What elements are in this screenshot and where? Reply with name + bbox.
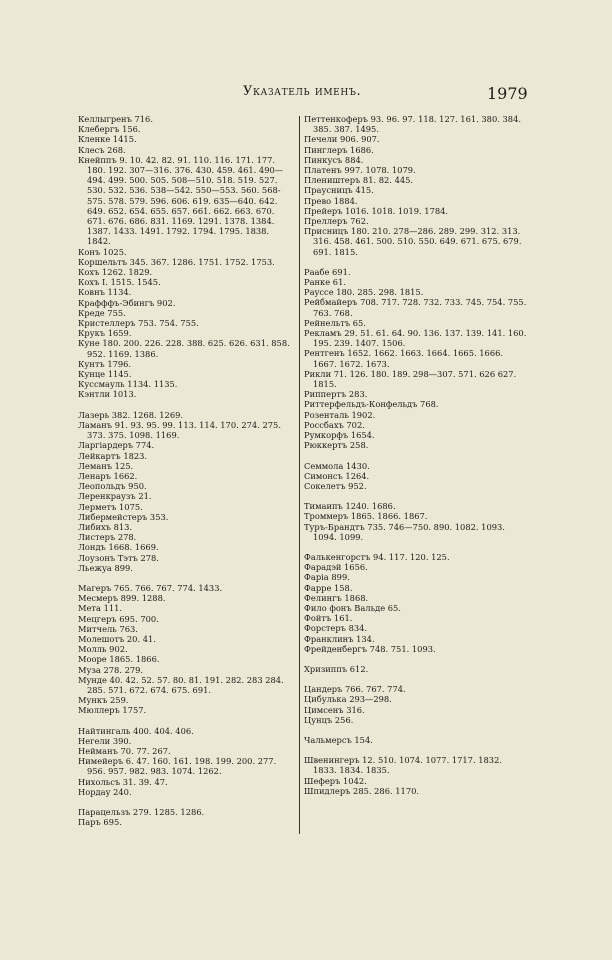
index-entry: Леопольдъ 950. [78,481,147,492]
index-entry: Кунце 1145. [78,369,132,380]
page-title: Указатель именъ. [243,84,362,99]
index-entry: Паръ 695. [78,817,122,828]
index-entry: Раабе 691. [304,266,351,277]
index-entry: Рентгенъ 1652. 1662. 1663. 1664. 1665. 1666. 1667. 1672. 1673. [304,348,504,369]
index-entry: Семмола 1430. [304,460,370,471]
index-entry: Фило фонъ Вальде 65. [304,602,401,613]
index-column-left [78,114,295,827]
index-entry: Цандеръ 766. 767. 774. [304,684,406,695]
index-entry: Мункъ 259. [78,695,129,706]
section-gap [78,573,295,583]
index-entry: Россбахъ 702. [304,419,365,430]
index-entry: Листеръ 278. [78,532,137,543]
index-entry: Сокелетъ 952. [304,480,367,491]
index-entry: Митчель 763. [78,623,138,634]
index-entry: Рейнельтъ 65. [304,317,366,328]
index-entry: Фаріа 899. [304,572,350,583]
index-entry: Леманъ 125. [78,460,134,471]
index-entry: Мунде 40. 42. 52. 57. 80. 81. 191. 282. 283 284. 285. 571. 672. 674. 675. 691. [78,674,284,695]
index-entry: Муза 278. 279. [78,664,144,675]
index-entry: Рикли 71. 126. 180. 189. 298—307. 571. 626 627. 1815. [304,368,517,390]
index-entry: Магеръ 765. 766. 767. 774. 1433. [78,582,223,593]
index-entry: Хризиппъ 612. [304,663,369,674]
index-entry: Платенъ 997. 1078. 1079. [304,165,416,176]
index-entry: Ларгіардеръ 774. [78,440,155,451]
index-entry: Фрейденбергъ 748. 751. 1093. [304,643,436,654]
index-entry: Лазерь 382. 1268. 1269. [78,409,184,420]
section-gap [304,491,528,501]
index-entry: Туръ-Брандтъ 735. 746—750. 890. 1082. 1093. 1094. 1099. [304,521,505,542]
index-entry: Розенталь 1902. [304,409,376,420]
section-gap [78,400,295,410]
index-entry: Нимейеръ 6. 47. 160. 161. 198. 199. 200. 277. 956. 957. 982. 983. 1074. 1262. [78,756,277,777]
index-entry: Мюллеръ 1757. [78,705,147,716]
index-entry: Кохъ 1262. 1829. [78,267,153,278]
index-entry: Негели 390. [78,735,132,746]
section-gap [304,257,528,267]
index-entry: Рейбмайеръ 708. 717. 728. 732. 733. 745. 754. 755. 763. 768. [304,297,527,318]
index-entry: Леренкраузъ 21. [78,491,152,502]
index-entry: Фелингъ 1868. [304,592,369,603]
index-entry: Прейеръ 1016. 1018. 1019. 1784. [304,205,449,216]
section-gap [78,797,295,807]
index-entry: Ламанъ 91. 93. 95. 99. 113. 114. 170. 274. 275. 373. 375. 1098. 1169. [78,419,281,441]
index-entry: Либермейстеръ 353. [78,511,169,522]
index-entry: Крафффъ-Эбингъ 902. [78,297,176,308]
index-entry: Мецгеръ 695. 700. [78,613,159,624]
index-entry: Швенингеръ 12. 510. 1074. 1077. 1717. 1832. 1833. 1834. 1835. [304,755,502,776]
index-entry: Фалькенгорстъ 94. 117. 120. 125. [304,551,450,562]
index-entry: Фойтъ 161. [304,613,353,624]
index-entry: Чальмерсъ 154. [304,734,373,745]
index-entry: Клесъ 268. [78,144,126,155]
index-entry: Келлыгренъ 716. [78,114,153,124]
index-entry: Петтенкоферъ 93. 96. 97. 118. 127. 161. 380. 384. 385. 387. 1495. [304,114,521,135]
index-entry: Румкорфъ 1654. [304,430,375,441]
index-entry: Кнейппъ 9. 10. 42. 82. 91. 110. 116. 171. 177. 180. 192. 307—316. 376. 430. 459. 461. 490—494. 499. 500. 505. 508—510. 518. 519. 527. 530. 532. 536. 538—542. 550—553. 560. 568-575. 578. 579. 596. 606. 619. 635—640. 642. 649. 652. 654. 655. 657. 661. 662. 663. 670. 671. 676. 686. 831. 1169. 1291. 1378. 1384. 1387. 1433. 1491. 1792. 1794. 1795. 1838. 1842. [78,154,284,247]
index-entry: Кохъ I. 1515. 1545. [78,277,161,288]
index-entry: Кунтъ 1796. [78,358,132,369]
index-entry: Рюккертъ 258. [304,440,369,451]
index-entry: Льежуа 899. [78,562,133,573]
index-column-right [304,114,528,796]
index-entry: Цибулька 293—298. [304,694,392,705]
index-entry: Тимаипъ 1240. 1686. [304,501,396,512]
index-entry: Симонсъ 1264. [304,470,370,481]
index-entry: Нейманъ 70. 77. 267. [78,745,171,756]
index-entry: Рекламъ 29. 51. 61. 64. 90. 136. 137. 139. 141. 160. 195. 239. 1407. 1506. [304,328,527,349]
index-entry: Крукъ 1659. [78,328,132,339]
index-entry: Найтингаль 400. 404. 406. [78,725,194,736]
index-entry: Рауссе 180. 285. 298. 1815. [304,287,424,298]
section-gap [304,542,528,552]
index-entry: Преллеръ 762. [304,216,369,227]
index-entry: Франклинъ 134. [304,633,375,644]
index-entry: Либихъ 813. [78,521,133,532]
index-entry: Прево 1884. [304,195,358,206]
index-entry: Лоузонъ Тэтъ 278. [78,552,159,563]
index-entry: Коршельтъ 345. 367. 1286. 1751. 1752. 1753. [78,256,275,267]
section-gap [304,725,528,735]
section-gap [304,674,528,684]
index-entry: Печели 906. 907. [304,134,380,145]
index-entry: Лейкартъ 1823. [78,450,148,461]
index-entry: Шеферъ 1042. [304,775,367,786]
index-entry: Присницъ 180. 210. 278—286. 289. 299. 312. 313. 316. 458. 461. 500. 510. 550. 649. 671. 675. 679. 691. 1815. [304,226,522,257]
section-gap [78,716,295,726]
index-entry: Ковнъ 1134. [78,287,132,298]
index-entry: Конъ 1025. [78,246,127,257]
index-entry: Нордау 240. [78,786,132,797]
index-entry: Форстеръ 834. [304,623,368,634]
index-entry: Пинглеръ 1686. [304,144,374,155]
index-entry: Лондъ 1668. 1669. [78,542,159,553]
index-entry: Парацельзъ 279. 1285. 1286. [78,807,205,817]
index-entry: Мооре 1865. 1866. [78,654,160,665]
index-entry: Куссмауль 1134. 1135. [78,379,178,390]
index-entry: Куне 180. 200. 226. 228. 388. 625. 626. 631. 858. 952. 1169. 1386. [78,338,290,359]
section-gap [304,451,528,461]
index-entry: Ранке 61. [304,277,346,288]
section-gap [304,745,528,755]
index-entry: Риппертъ 283. [304,389,368,400]
index-entry: Кэнтли 1013. [78,389,137,400]
index-entry: Ленаръ 1662. [78,470,138,481]
index-entry: Креде 755. [78,307,126,318]
index-entry: Риттерфельдъ-Конфельдъ 768. [304,399,439,410]
page-number: 1979 [487,84,528,103]
index-entry: Кристеллеръ 753. 754. 755. [78,318,199,329]
index-entry: Нихольсъ 31. 39. 47. [78,776,168,787]
index-entry: Месмеръ 899. 1288. [78,593,166,604]
index-entry: Цимсенъ 316. [304,704,365,715]
index-entry: Фарре 158. [304,582,353,593]
index-entry: Молль 902. [78,644,128,655]
column-divider [299,116,300,834]
index-entry: Праусницъ 415. [304,185,374,196]
index-entry: Фарадэй 1656. [304,562,368,573]
index-entry: Пинкусъ 884. [304,154,364,165]
index-entry: Троммеръ 1865. 1866. 1867. [304,511,428,522]
index-entry: Шпидлеръ 285. 286. 1170. [304,785,420,796]
index-entry: Плеништеръ 81. 82. 445. [304,175,414,186]
index-entry: Мета 111. [78,603,123,614]
index-entry: Молешотъ 20. 41. [78,633,156,644]
index-entry: Лерметъ 1075. [78,501,143,512]
section-gap [304,654,528,664]
index-entry: Цунцъ 256. [304,714,354,725]
index-entry: Клебергъ 156. [78,124,141,135]
index-entry: Кленке 1415. [78,134,137,145]
